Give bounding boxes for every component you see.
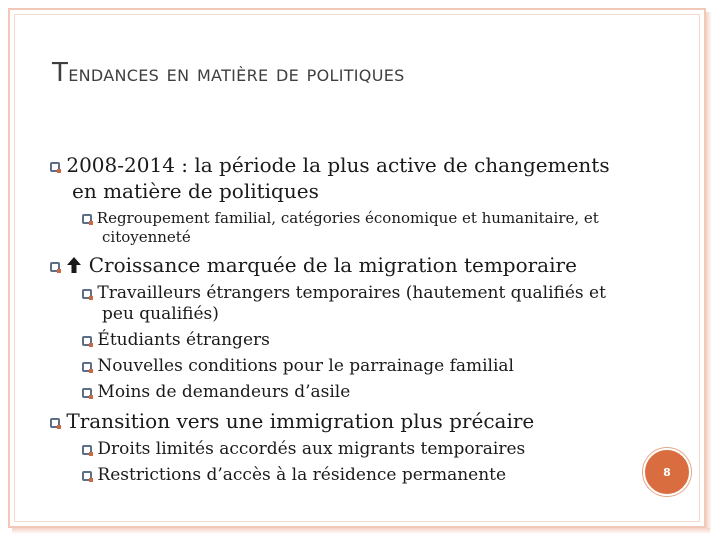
bullet-text: Droits limités accordés aux migrants temporaires bbox=[97, 439, 526, 459]
page-number-badge: 8 bbox=[643, 448, 691, 496]
bullet-text: Regroupement familial, catégories économique et humanitaire, et bbox=[96, 209, 599, 227]
square-bullet-icon bbox=[82, 214, 92, 224]
square-bullet-icon bbox=[82, 362, 92, 372]
bullet-policy-period bbox=[50, 153, 610, 177]
up-arrow-icon bbox=[66, 256, 82, 274]
bullet-text: Nouvelles conditions pour le parrainage familial bbox=[97, 356, 514, 376]
square-bullet-icon bbox=[50, 162, 60, 172]
frame-bottom-shadow bbox=[12, 528, 710, 534]
sub-bullet-droits bbox=[82, 439, 525, 459]
sub-bullet-travailleurs bbox=[82, 283, 606, 303]
sub-bullet-regroupement bbox=[82, 209, 599, 227]
sub-bullet-regroupement-cont bbox=[102, 228, 191, 246]
slide-title: Tendances en matière de politiques bbox=[52, 58, 405, 88]
square-bullet-icon bbox=[50, 262, 60, 272]
bullet-policy-period-cont bbox=[72, 179, 319, 203]
sub-bullet-parrainage bbox=[82, 356, 514, 376]
frame-right-shadow bbox=[706, 12, 712, 530]
square-bullet-icon bbox=[82, 471, 92, 481]
bullet-text: Travailleurs étrangers temporaires (hautement qualifiés et bbox=[97, 283, 606, 303]
bullet-text: Restrictions d’accès à la résidence permanente bbox=[97, 465, 507, 485]
bullet-text: citoyenneté bbox=[102, 228, 191, 246]
bullet-croissance bbox=[50, 253, 577, 277]
square-bullet-icon bbox=[82, 445, 92, 455]
bullet-text: Moins de demandeurs d’asile bbox=[97, 382, 351, 402]
bullet-text: Étudiants étrangers bbox=[97, 330, 270, 350]
square-bullet-icon bbox=[82, 388, 92, 398]
bullet-text: en matière de politiques bbox=[72, 179, 319, 203]
square-bullet-icon bbox=[50, 418, 60, 428]
sub-bullet-etudiants bbox=[82, 330, 270, 350]
bullet-text: Transition vers une immigration plus précaire bbox=[66, 409, 535, 433]
square-bullet-icon bbox=[82, 289, 92, 299]
bullet-text: peu qualifiés) bbox=[102, 304, 219, 324]
sub-bullet-restrictions bbox=[82, 465, 506, 485]
bullet-text: 2008-2014 : la période la plus active de changements bbox=[66, 153, 610, 177]
sub-bullet-asile bbox=[82, 382, 350, 402]
bullet-text: Croissance marquée de la migration temporaire bbox=[88, 253, 577, 277]
sub-bullet-travailleurs-cont bbox=[102, 304, 219, 324]
square-bullet-icon bbox=[82, 336, 92, 346]
bullet-transition bbox=[50, 409, 534, 433]
